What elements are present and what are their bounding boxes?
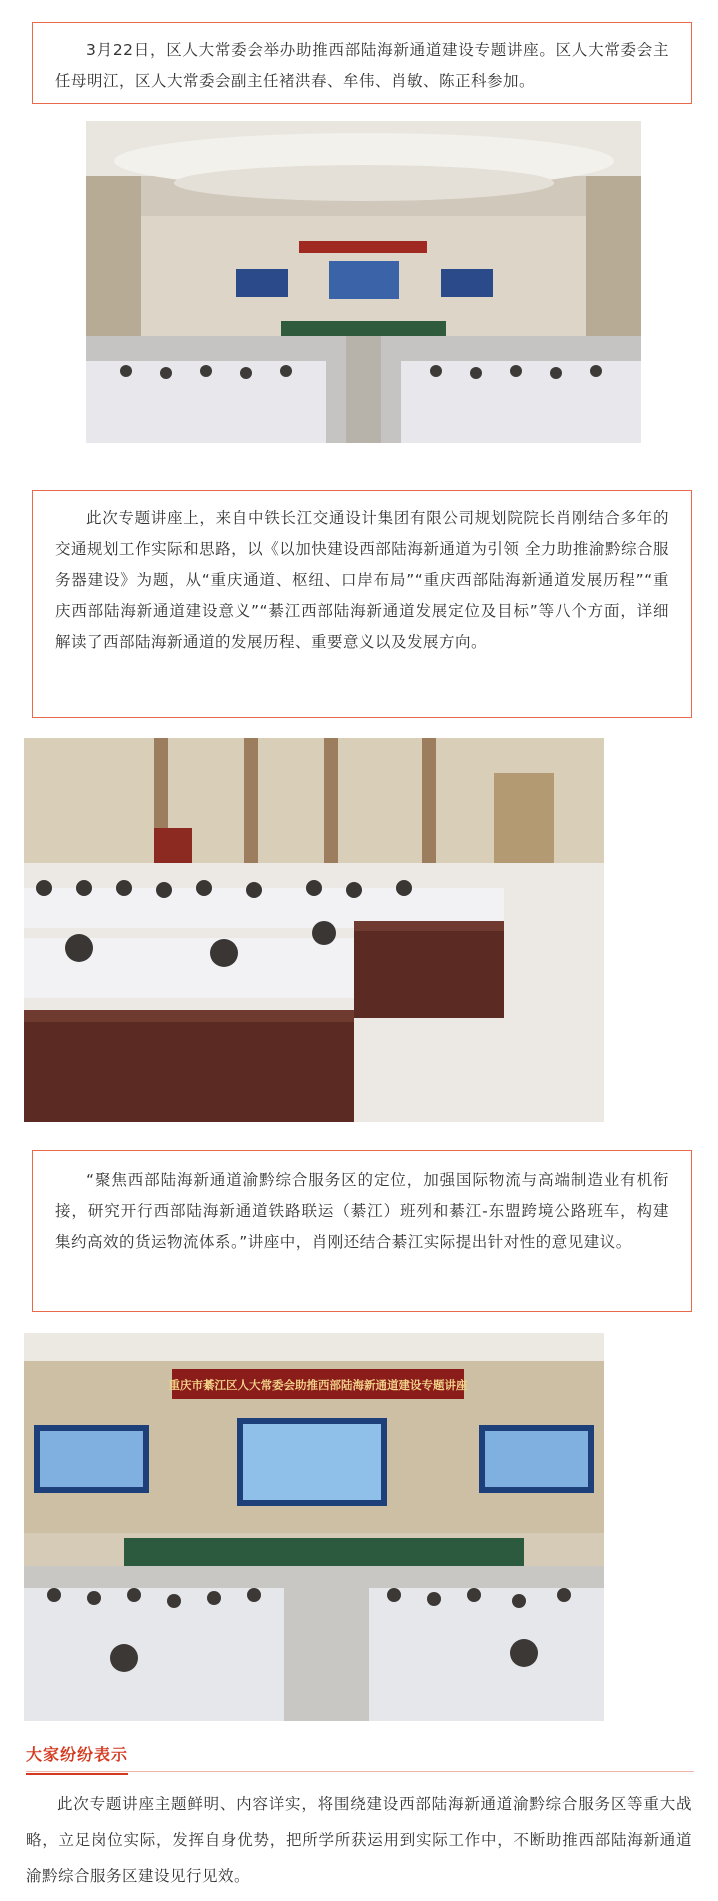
- closing-paragraph: 此次专题讲座主题鲜明、内容详实，将围绕建设西部陆海新通道渝黔综合服务区等重大战略，立足岗位实际，发挥自身优势，把所学所获运用到实际工作中，不断助推西部陆海新通道渝黔综合服务区建设见行见效。: [26, 1795, 692, 1885]
- intro-text-box: [32, 22, 692, 104]
- section-heading: 大家纷纷表示: [26, 1742, 128, 1775]
- lecture-hall-photo: [86, 121, 641, 443]
- attendees-photo: [24, 738, 604, 1122]
- quote-paragraph: “聚焦西部陆海新通道渝黔综合服务区的定位，加强国际物流与高端制造业有机衔接，研究开行西部陆海新通道铁路联运（綦江）班列和綦江-东盟跨境公路班车，构建集约高效的货运物流体系。”讲座中，肖刚还结合綦江实际提出针对性的意见建议。: [55, 1171, 669, 1251]
- section-divider: [26, 1771, 694, 1772]
- stage-banner-text: 重庆市綦江区人大常委会助推西部陆海新通道建设专题讲座: [168, 1378, 468, 1392]
- stage-photo: [24, 1333, 604, 1721]
- quote-text-box: [32, 1150, 692, 1312]
- lecture-paragraph: 此次专题讲座上，来自中铁长江交通设计集团有限公司规划院院长肖刚结合多年的交通规划工作实际和思路，以《以加快建设西部陆海新通道为引领 全力助推渝黔综合服务器建设》为题，从“重庆通道、枢纽、口岸布局”“重庆西部陆海新通道发展历程”“重庆西部陆海新通道建设意义”“綦江西部陆海新通道发展定位及目标”等八个方面，详细解读了西部陆海新通道的发展历程、重要意义以及发展方向。: [55, 509, 669, 651]
- lecture-text-box: [32, 490, 692, 718]
- intro-paragraph: 3月22日，区人大常委会举办助推西部陆海新通道建设专题讲座。区人大常委会主任母明江，区人大常委会副主任褚洪春、牟伟、肖敏、陈正科参加。: [55, 41, 669, 90]
